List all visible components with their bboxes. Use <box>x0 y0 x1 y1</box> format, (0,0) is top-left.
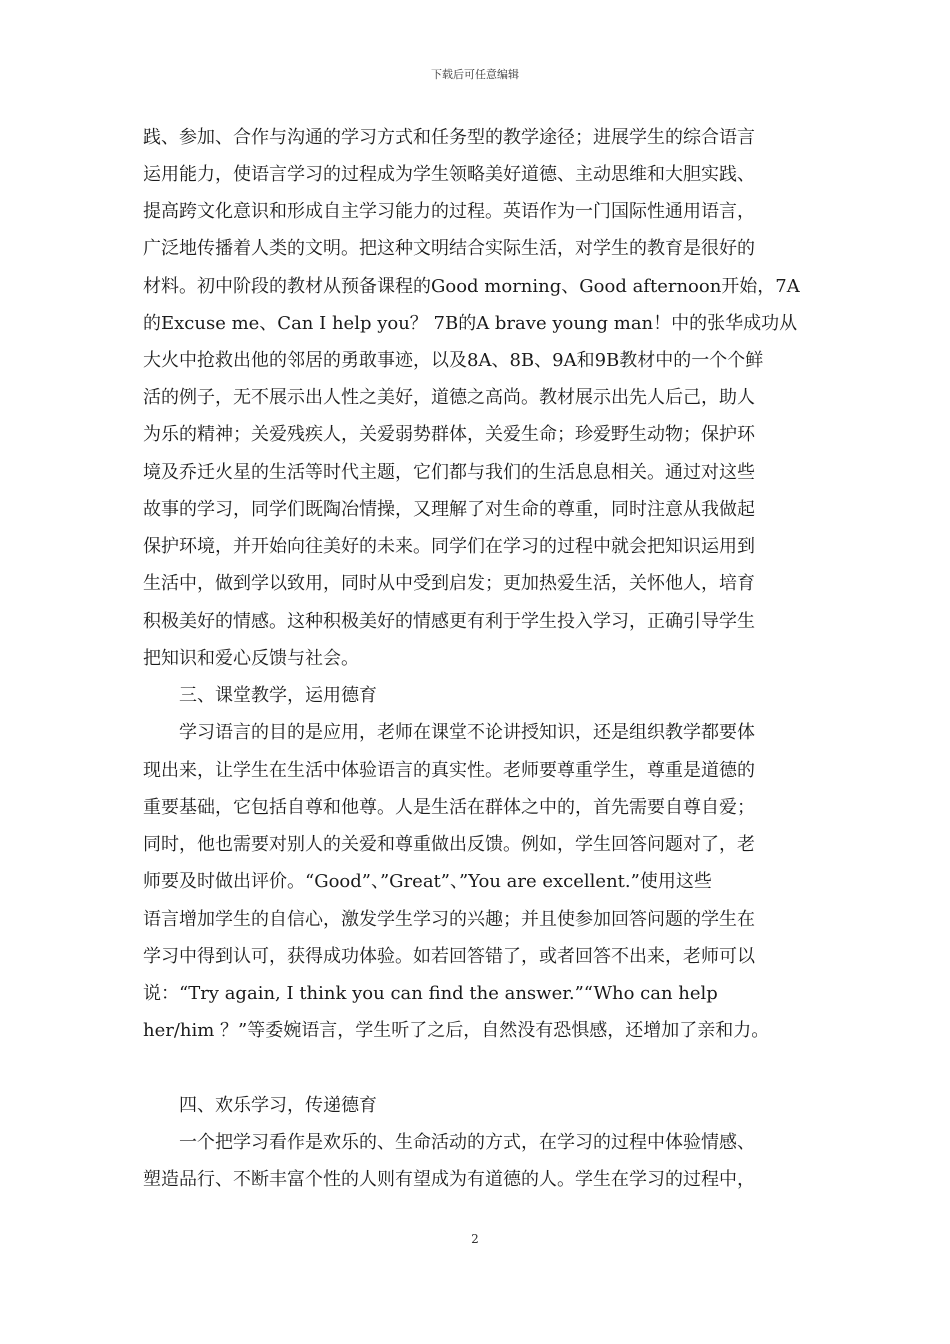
body-line: 塑造品行、不断丰富个性的人则有望成为有道德的人。学生在学习的过程中， <box>143 1169 755 1190</box>
body-line: 生活中，做到学以致用，同时从中受到启发；更加热爱生活，关怀他人，培育 <box>143 573 755 594</box>
body-line: 师要及时做出评价。“Good”、”Great”、”You are excellent.”使用这些 <box>143 871 712 892</box>
body-line: 说：“Try again, I think you can find the answer.”“Who can help <box>143 983 718 1004</box>
body-line: 一个把学习看作是欢乐的、生命活动的方式，在学习的过程中体验情感、 <box>179 1132 755 1153</box>
body-line: 材料。初中阶段的教材从预备课程的Good morning、Good afternoon开始，7A <box>143 276 800 297</box>
body-line: 把知识和爱心反馈与社会。 <box>143 648 359 669</box>
section-heading: 四、欢乐学习，传递德育 <box>179 1095 377 1116</box>
section-heading: 三、课堂教学，运用德育 <box>179 685 377 706</box>
body-line: 保护环境，并开始向往美好的未来。同学们在学习的过程中就会把知识运用到 <box>143 536 755 557</box>
body-line: 故事的学习，同学们既陶冶情操，又理解了对生命的尊重，同时注意从我做起 <box>143 499 755 520</box>
body-line: 现出来，让学生在生活中体验语言的真实性。老师要尊重学生，尊重是道德的 <box>143 760 755 781</box>
body-line: 学习语言的目的是应用，老师在课堂不论讲授知识，还是组织教学都要体 <box>179 722 755 743</box>
body-line: 广泛地传播着人类的文明。把这种文明结合实际生活，对学生的教育是很好的 <box>143 238 755 259</box>
body-line: 活的例子，无不展示出人性之美好，道德之高尚。教材展示出先人后己，助人 <box>143 387 755 408</box>
body-line: 大火中抢救出他的邻居的勇敢事迹，以及8A、8B、9A和9B教材中的一个个鲜 <box>143 350 764 371</box>
body-line: 践、参加、合作与沟通的学习方式和任务型的教学途径；进展学生的综合语言 <box>143 127 755 148</box>
body-line: 语言增加学生的自信心，激发学生学习的兴趣；并且使参加回答问题的学生在 <box>143 909 755 930</box>
body-line: 境及乔迁火星的生活等时代主题，它们都与我们的生活息息相关。通过对这些 <box>143 462 755 483</box>
page-header: 下载后可任意编辑 <box>431 68 519 81</box>
page-number: 2 <box>471 1232 479 1246</box>
body-line: 重要基础，它包括自尊和他尊。人是生活在群体之中的，首先需要自尊自爱； <box>143 797 755 818</box>
body-line: her/him ？”等委婉语言，学生听了之后，自然没有恐惧感，还增加了亲和力。 <box>143 1020 770 1041</box>
body-line: 的Excuse me、Can I help you？ 7B的A brave young man！中的张华成功从 <box>143 313 798 334</box>
body-line: 为乐的精神；关爱残疾人，关爱弱势群体，关爱生命；珍爱野生动物；保护环 <box>143 424 755 445</box>
body-line: 学习中得到认可，获得成功体验。如若回答错了，或者回答不出来，老师可以 <box>143 946 755 967</box>
body-line: 提高跨文化意识和形成自主学习能力的过程。英语作为一门国际性通用语言， <box>143 201 755 222</box>
body-line: 运用能力，使语言学习的过程成为学生领略美好道德、主动思维和大胆实践、 <box>143 164 755 185</box>
body-line: 同时，他也需要对别人的关爱和尊重做出反馈。例如，学生回答问题对了，老 <box>143 834 755 855</box>
body-line: 积极美好的情感。这种积极美好的情感更有利于学生投入学习，正确引导学生 <box>143 611 755 632</box>
